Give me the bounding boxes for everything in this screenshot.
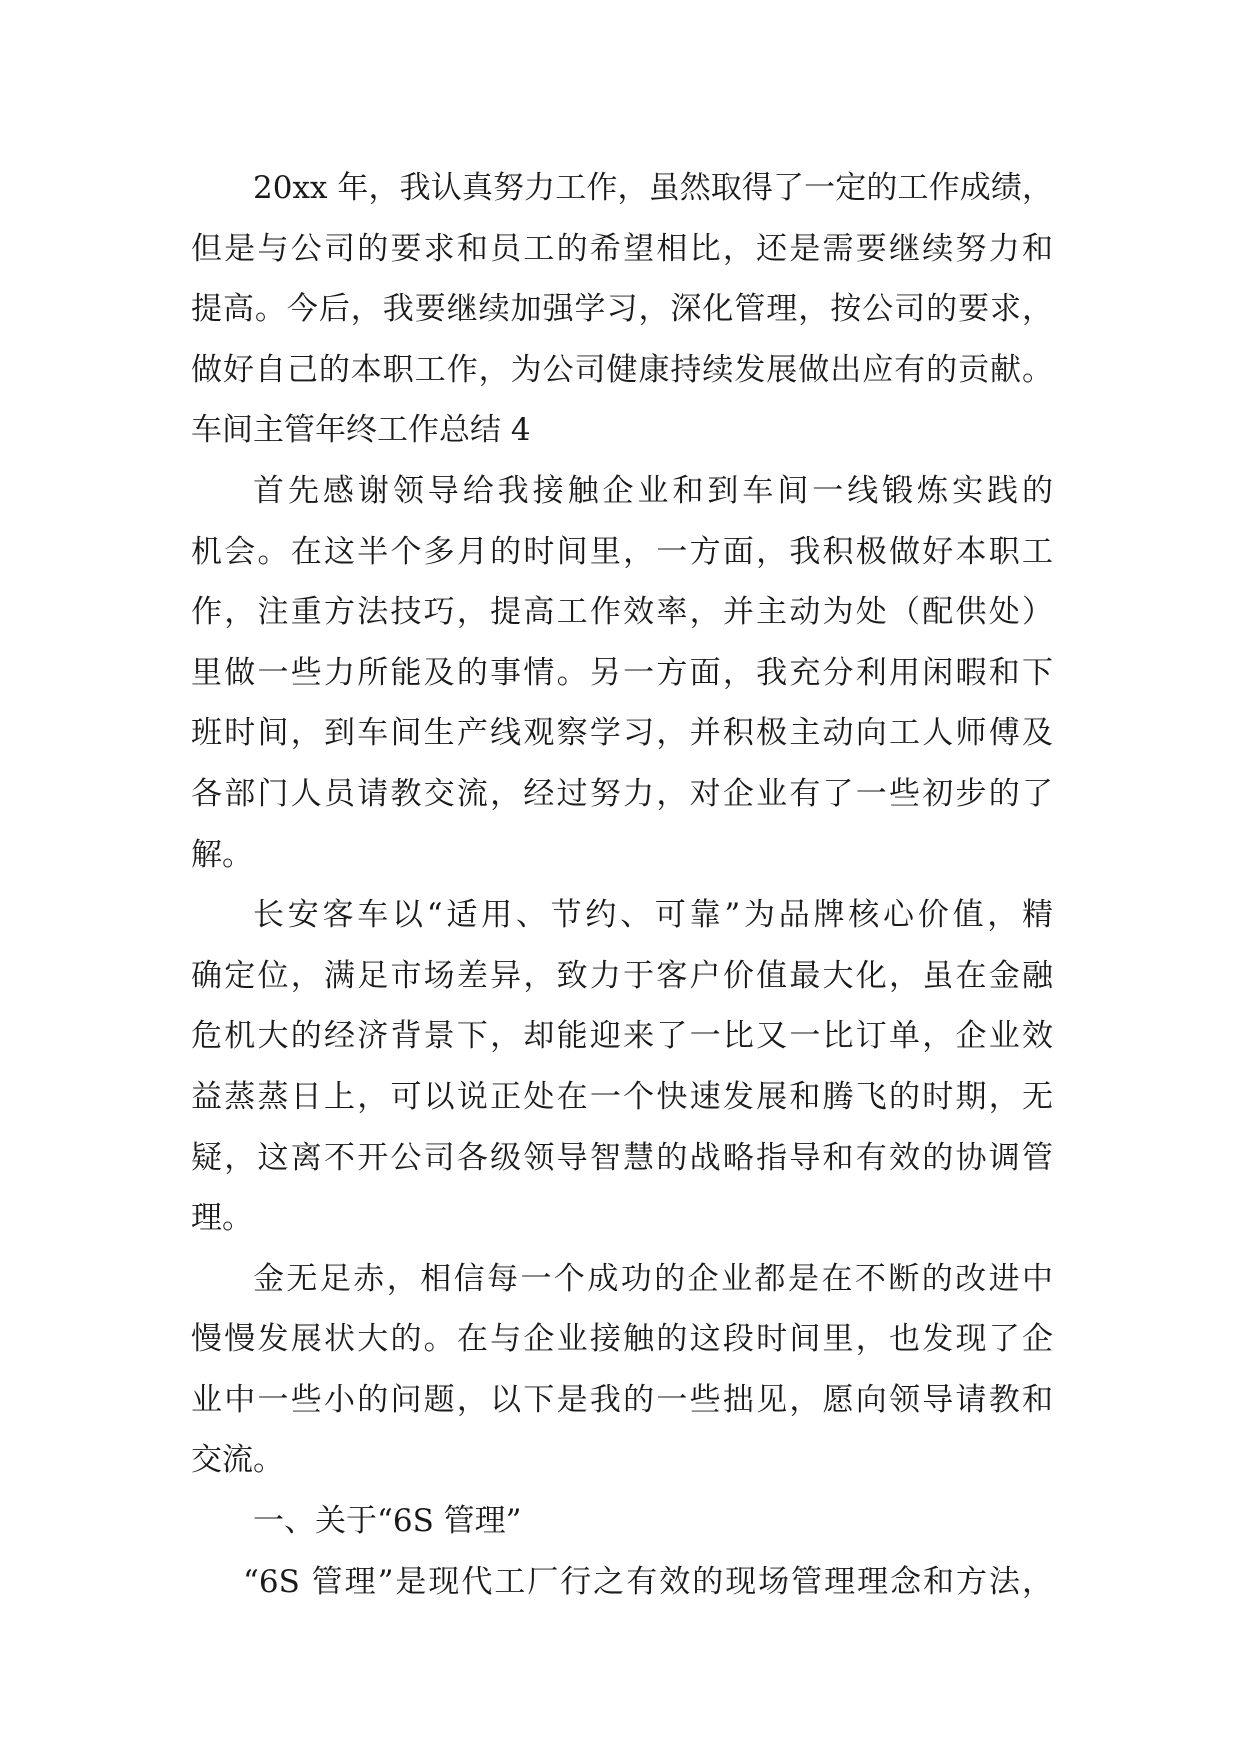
text-line: 危机大的经济背景下，却能迎来了一比又一比订单，企业效 xyxy=(191,1018,1053,1055)
subheading-text: 一、关于“6S 管理” xyxy=(253,1503,522,1540)
text-line: 疑，这离不开公司各级领导智慧的战略指导和有效的协调管 xyxy=(191,1139,1053,1176)
text-line: 提高。今后，我要继续加强学习，深化管理，按公司的要求， xyxy=(191,291,1053,328)
paragraph-changan xyxy=(191,885,1053,1249)
text-line: “6S 管理”是现代工厂行之有效的现场管理理念和方法， xyxy=(243,1563,1053,1600)
text-line: 但是与公司的要求和员工的希望相比，还是需要继续努力和 xyxy=(191,230,1053,267)
text-line: 里做一些力所能及的事情。另一方面，我充分利用闲暇和下 xyxy=(191,654,1053,691)
text-line: 交流。 xyxy=(191,1442,284,1479)
text-line: 益蒸蒸日上，可以说正处在一个快速发展和腾飞的时期，无 xyxy=(191,1078,1053,1115)
text-line: 业中一些小的问题，以下是我的一些拙见，愿向领导请教和 xyxy=(191,1381,1053,1418)
paragraph-improvement xyxy=(191,1249,1053,1491)
text-line: 首先感谢领导给我接触企业和到车间一线锻炼实践的 xyxy=(253,472,1053,509)
text-line: 确定位，满足市场差异，致力于客户价值最大化，虽在金融 xyxy=(191,957,1053,994)
text-line: 金无足赤，相信每一个成功的企业都是在不断的改进中 xyxy=(253,1260,1053,1297)
text-line: 长安客车以“适用、节约、可靠”为品牌核心价值，精 xyxy=(253,897,1053,934)
text-line: 做好自己的本职工作，为公司健康持续发展做出应有的贡献。 xyxy=(191,351,1053,388)
subsection-6s-heading xyxy=(191,1491,1053,1552)
text-line: 理。 xyxy=(191,1200,253,1237)
text-line: 解。 xyxy=(191,836,253,873)
section-heading xyxy=(191,400,1053,461)
paragraph-thanks xyxy=(191,461,1053,885)
text-line: 各部门人员请教交流，经过努力，对企业有了一些初步的了 xyxy=(191,775,1053,812)
text-line: 慢慢发展状大的。在与企业接触的这段时间里，也发现了企 xyxy=(191,1321,1053,1358)
text-line: 20xx 年，我认真努力工作，虽然取得了一定的工作成绩， xyxy=(253,170,1053,206)
text-line: 机会。在这半个多月的时间里，一方面，我积极做好本职工 xyxy=(191,533,1053,570)
paragraph-intro-conclusion xyxy=(191,158,1053,400)
text-line: 作，注重方法技巧，提高工作效率，并主动为处（配供处） xyxy=(191,594,1053,631)
document-body xyxy=(191,158,1053,1612)
paragraph-6s xyxy=(191,1552,1053,1613)
text-line: 班时间，到车间生产线观察学习，并积极主动向工人师傅及 xyxy=(191,715,1053,752)
heading-text: 车间主管年终工作总结 4 xyxy=(191,412,531,449)
